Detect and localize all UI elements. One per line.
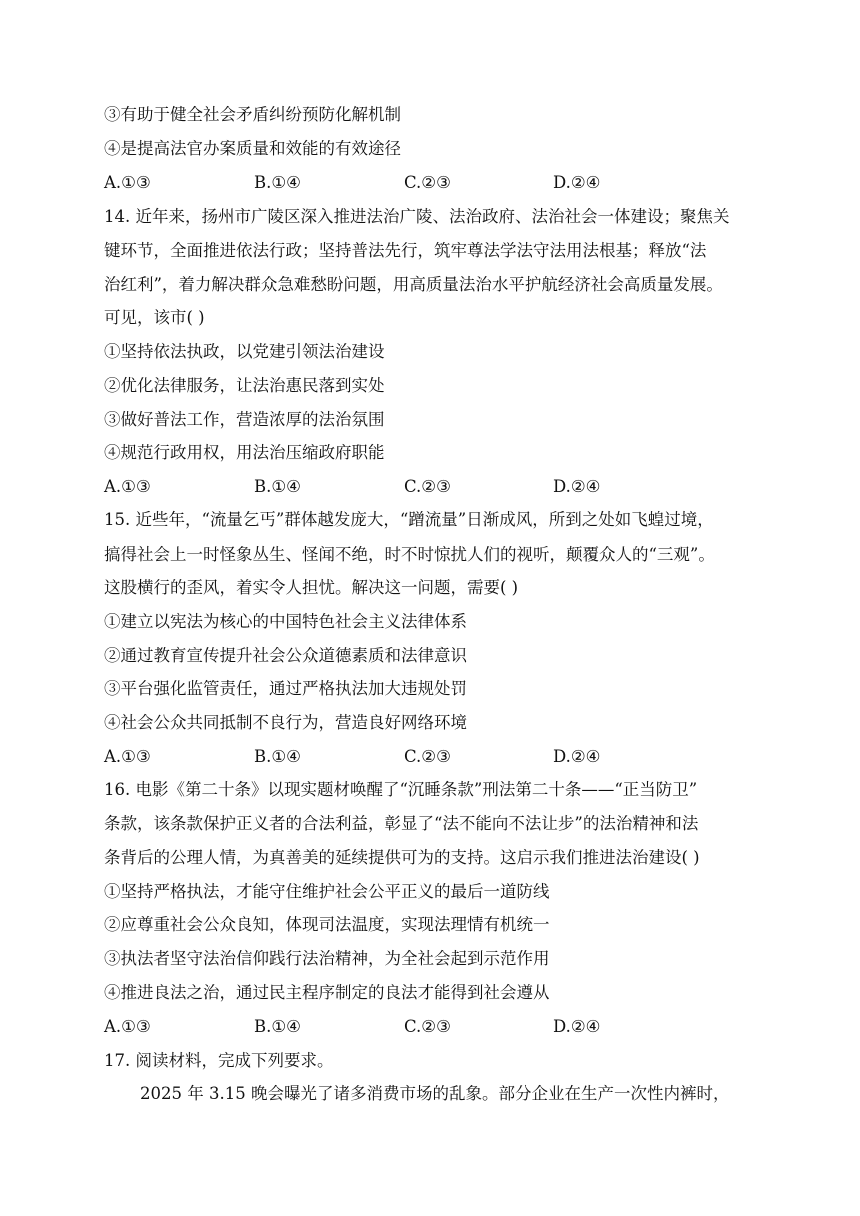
answer-option-a: A.①③	[104, 477, 151, 496]
q15-stem-line-3: 这股横行的歪风，着实令人担忧。解决这一问题，需要( )	[104, 578, 519, 597]
q17-material-line-1: 2025 年 3.15 晚会曝光了诸多消费市场的乱象。部分企业在生产一次性内裤时，	[140, 1084, 730, 1103]
q17-title: 17. 阅读材料，完成下列要求。	[104, 1051, 334, 1070]
answer-option-a: A.①③	[104, 747, 151, 766]
q15-item-3: ③平台强化监管责任，通过严格执法加大违规处罚	[104, 679, 467, 698]
answer-options-q15	[104, 746, 744, 768]
q15-stem-line-1: 15. 近些年，“流量乞丐”群体越发庞大，“蹭流量”日渐成风，所到之处如飞蝗过境，	[104, 510, 714, 529]
q14-item-4: ④规范行政用权，用法治压缩政府职能	[104, 443, 385, 462]
answer-option-c: C.②③	[404, 1017, 451, 1036]
q16-item-1: ①坚持严格执法，才能守住维护社会公平正义的最后一道防线	[104, 882, 550, 901]
q15-stem-line-2: 搞得社会上一时怪象丛生、怪闻不绝，时不时惊扰人们的视听，颠覆众人的“三观”。	[104, 545, 715, 564]
answer-option-c: C.②③	[404, 477, 451, 496]
answer-option-b: B.①④	[254, 747, 301, 766]
option-item-3: ③有助于健全社会矛盾纠纷预防化解机制	[104, 105, 401, 124]
answer-options-q14	[104, 476, 744, 498]
q16-item-4: ④推进良法之治，通过民主程序制定的良法才能得到社会遵从	[104, 983, 550, 1002]
q16-item-2: ②应尊重社会公众良知，体现司法温度，实现法理情有机统一	[104, 915, 550, 934]
q14-item-3: ③做好普法工作，营造浓厚的法治氛围	[104, 410, 385, 429]
q15-item-4: ④社会公众共同抵制不良行为，营造良好网络环境	[104, 713, 467, 732]
answer-option-a: A.①③	[104, 173, 151, 192]
q14-item-2: ②优化法律服务，让法治惠民落到实处	[104, 376, 385, 395]
q14-stem-line-4: 可见，该市( )	[104, 308, 205, 327]
q16-stem-line-3: 条背后的公理人情，为真善美的延续提供可为的支持。这启示我们推进法治建设( )	[104, 848, 700, 867]
answer-option-d: D.②④	[553, 1017, 601, 1036]
answer-option-b: B.①④	[254, 173, 301, 192]
q15-item-2: ②通过教育宣传提升社会公众道德素质和法律意识	[104, 646, 467, 665]
answer-option-d: D.②④	[553, 173, 601, 192]
answer-options-q13	[104, 172, 744, 194]
answer-option-d: D.②④	[553, 747, 601, 766]
q16-stem-line-2: 条款，该条款保护正义者的合法利益，彰显了“法不能向不法让步”的法治精神和法	[104, 814, 699, 833]
q16-stem-line-1: 16. 电影《第二十条》以现实题材唤醒了“沉睡条款”刑法第二十条——“正当防卫”	[104, 780, 698, 799]
answer-option-d: D.②④	[553, 477, 601, 496]
q15-item-1: ①建立以宪法为核心的中国特色社会主义法律体系	[104, 612, 467, 631]
q14-stem-line-2: 键环节，全面推进依法行政；坚持普法先行，筑牢尊法学法守法用法根基；释放“法	[104, 241, 707, 260]
answer-option-c: C.②③	[404, 173, 451, 192]
answer-options-q16	[104, 1016, 744, 1038]
answer-option-b: B.①④	[254, 477, 301, 496]
q16-item-3: ③执法者坚守法治信仰践行法治精神，为全社会起到示范作用	[104, 949, 550, 968]
option-item-4: ④是提高法官办案质量和效能的有效途径	[104, 139, 401, 158]
q14-stem-line-1: 14. 近年来，扬州市广陵区深入推进法治广陵、法治政府、法治社会一体建设；聚焦关	[104, 207, 730, 226]
answer-option-a: A.①③	[104, 1017, 151, 1036]
answer-option-c: C.②③	[404, 747, 451, 766]
q14-item-1: ①坚持依法执政，以党建引领法治建设	[104, 342, 385, 361]
answer-option-b: B.①④	[254, 1017, 301, 1036]
q14-stem-line-3: 治红利”，着力解决群众急难愁盼问题，用高质量法治水平护航经济社会高质量发展。	[104, 275, 723, 294]
